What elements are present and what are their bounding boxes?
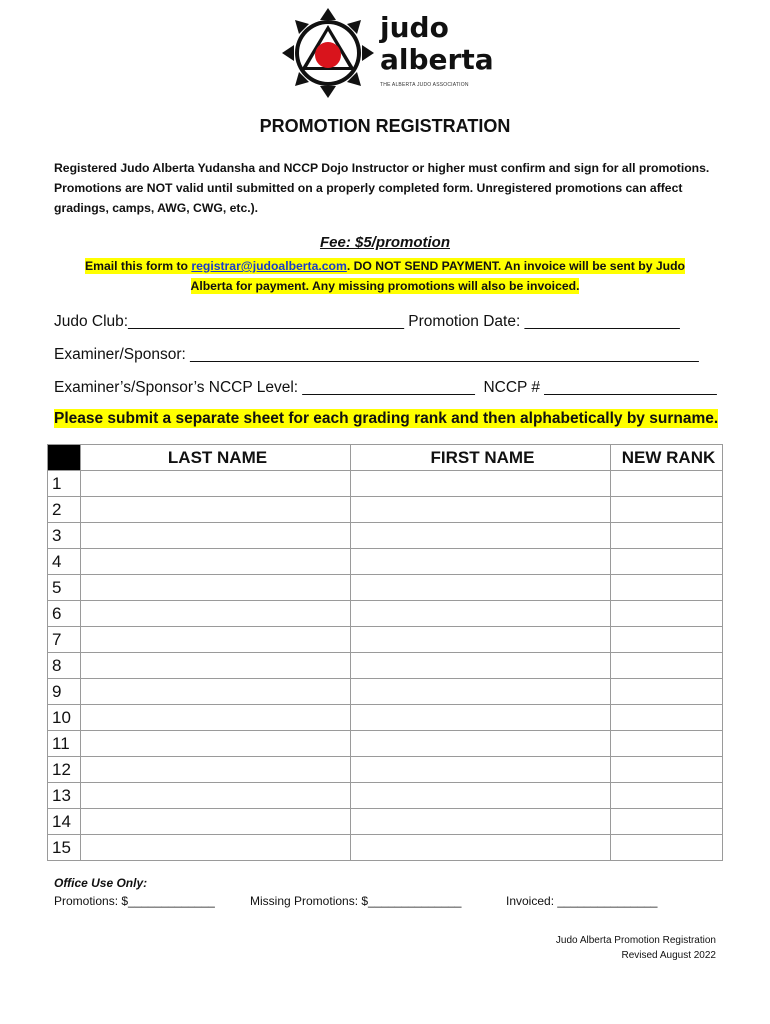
- logo-wordmark: judo alberta: [380, 11, 494, 76]
- table-row: [48, 471, 723, 497]
- last-name-cell[interactable]: [81, 757, 351, 783]
- new-rank-cell[interactable]: [611, 835, 723, 861]
- promotion-table: [47, 444, 723, 861]
- nccp-row: [54, 379, 717, 397]
- first-name-cell[interactable]: [351, 575, 611, 601]
- notice-text: Email this form to: [85, 259, 192, 273]
- table-row: [48, 679, 723, 705]
- first-name-cell[interactable]: [351, 809, 611, 835]
- first-name-cell[interactable]: [351, 835, 611, 861]
- fee-heading: Fee: $5/promotion: [319, 234, 450, 251]
- table-row: [48, 575, 723, 601]
- new-rank-cell[interactable]: [611, 523, 723, 549]
- last-name-cell[interactable]: [81, 627, 351, 653]
- first-name-cell[interactable]: [351, 497, 611, 523]
- first-name-cell[interactable]: [351, 679, 611, 705]
- table-row: [48, 783, 723, 809]
- last-name-cell[interactable]: [81, 653, 351, 679]
- new-rank-cell[interactable]: [611, 783, 723, 809]
- table-header-row: [48, 445, 723, 471]
- notice-text-cont: . DO NOT SEND PAYMENT. An invoice will be sent by Judo: [346, 259, 685, 273]
- table-row: [48, 601, 723, 627]
- table-row: [48, 497, 723, 523]
- row-number: 11: [48, 731, 81, 757]
- table-row: [48, 835, 723, 861]
- new-rank-cell[interactable]: [611, 809, 723, 835]
- page-title: PROMOTION REGISTRATION: [259, 116, 511, 136]
- last-name-cell[interactable]: [81, 575, 351, 601]
- footer-revision: Revised August 2022: [621, 950, 716, 961]
- header-last-name: LAST NAME: [81, 445, 351, 471]
- row-number: 15: [48, 835, 81, 861]
- club-date-row: [54, 313, 680, 331]
- new-rank-cell[interactable]: [611, 575, 723, 601]
- judo-club-field[interactable]: Judo Club:________________________________: [54, 313, 404, 330]
- row-number: 1: [48, 471, 81, 497]
- header-corner: [48, 445, 81, 471]
- row-number: 9: [48, 679, 81, 705]
- new-rank-cell[interactable]: [611, 497, 723, 523]
- row-number: 8: [48, 653, 81, 679]
- examiner-field[interactable]: Examiner/Sponsor: ___________________________________________________________: [54, 346, 699, 363]
- promotion-date-field[interactable]: Promotion Date: __________________: [408, 313, 680, 330]
- row-number: 6: [48, 601, 81, 627]
- intro-paragraph: Registered Judo Alberta Yudansha and NCCP Dojo Instructor or higher must confirm and sign for all promotions. Promotions are NOT valid until submitted on a properly completed form. Unregistered promotions can affect gradings, camps, AWG, CWG, etc.).: [54, 161, 710, 215]
- footer-title: Judo Alberta Promotion Registration: [555, 935, 716, 946]
- row-number: 13: [48, 783, 81, 809]
- table-row: [48, 705, 723, 731]
- last-name-cell[interactable]: [81, 809, 351, 835]
- last-name-cell[interactable]: [81, 731, 351, 757]
- office-missing-field: Missing Promotions: $______________: [250, 894, 462, 908]
- last-name-cell[interactable]: [81, 549, 351, 575]
- table-row: [48, 653, 723, 679]
- office-use-heading: Office Use Only:: [54, 876, 148, 890]
- new-rank-cell[interactable]: [611, 471, 723, 497]
- row-number: 3: [48, 523, 81, 549]
- new-rank-cell[interactable]: [611, 705, 723, 731]
- first-name-cell[interactable]: [351, 601, 611, 627]
- new-rank-cell[interactable]: [611, 627, 723, 653]
- last-name-cell[interactable]: [81, 497, 351, 523]
- last-name-cell[interactable]: [81, 705, 351, 731]
- header-new-rank: NEW RANK: [611, 445, 723, 471]
- first-name-cell[interactable]: [351, 731, 611, 757]
- first-name-cell[interactable]: [351, 523, 611, 549]
- last-name-cell[interactable]: [81, 601, 351, 627]
- nccp-level-field[interactable]: Examiner’s/Sponsor’s NCCP Level: ____________________: [54, 379, 475, 396]
- last-name-cell[interactable]: [81, 835, 351, 861]
- office-invoiced-field: Invoiced: _______________: [506, 894, 658, 908]
- row-number: 10: [48, 705, 81, 731]
- logo-tagline: THE ALBERTA JUDO ASSOCIATION: [380, 82, 469, 88]
- table-row: [48, 809, 723, 835]
- table-row: [48, 549, 723, 575]
- first-name-cell[interactable]: [351, 783, 611, 809]
- row-number: 14: [48, 809, 81, 835]
- new-rank-cell[interactable]: [611, 653, 723, 679]
- first-name-cell[interactable]: [351, 471, 611, 497]
- table-row: [48, 757, 723, 783]
- new-rank-cell[interactable]: [611, 757, 723, 783]
- office-promotions-field: Promotions: $_____________: [54, 894, 215, 908]
- last-name-cell[interactable]: [81, 523, 351, 549]
- last-name-cell[interactable]: [81, 783, 351, 809]
- new-rank-cell[interactable]: [611, 731, 723, 757]
- nccp-number-field[interactable]: NCCP # ____________________: [483, 379, 717, 396]
- last-name-cell[interactable]: [81, 471, 351, 497]
- sheet-instruction: Please submit a separate sheet for each grading rank and then alphabetically by surname.: [54, 410, 719, 427]
- row-number: 12: [48, 757, 81, 783]
- judo-alberta-emblem-icon: [280, 6, 376, 100]
- registrar-email-link[interactable]: registrar@judoalberta.com: [191, 259, 347, 273]
- row-number: 4: [48, 549, 81, 575]
- first-name-cell[interactable]: [351, 653, 611, 679]
- notice-text-line2: Alberta for payment. Any missing promotions will also be invoiced.: [190, 279, 580, 293]
- table-row: [48, 627, 723, 653]
- new-rank-cell[interactable]: [611, 679, 723, 705]
- row-number: 7: [48, 627, 81, 653]
- judo-alberta-logo: [280, 6, 494, 100]
- new-rank-cell[interactable]: [611, 549, 723, 575]
- first-name-cell[interactable]: [351, 757, 611, 783]
- last-name-cell[interactable]: [81, 679, 351, 705]
- first-name-cell[interactable]: [351, 549, 611, 575]
- email-notice: [54, 256, 716, 296]
- table-row: [48, 523, 723, 549]
- first-name-cell[interactable]: [351, 705, 611, 731]
- new-rank-cell[interactable]: [611, 601, 723, 627]
- row-number: 2: [48, 497, 81, 523]
- page-footer: [556, 933, 716, 963]
- first-name-cell[interactable]: [351, 627, 611, 653]
- row-number: 5: [48, 575, 81, 601]
- header-first-name: FIRST NAME: [351, 445, 611, 471]
- table-row: [48, 731, 723, 757]
